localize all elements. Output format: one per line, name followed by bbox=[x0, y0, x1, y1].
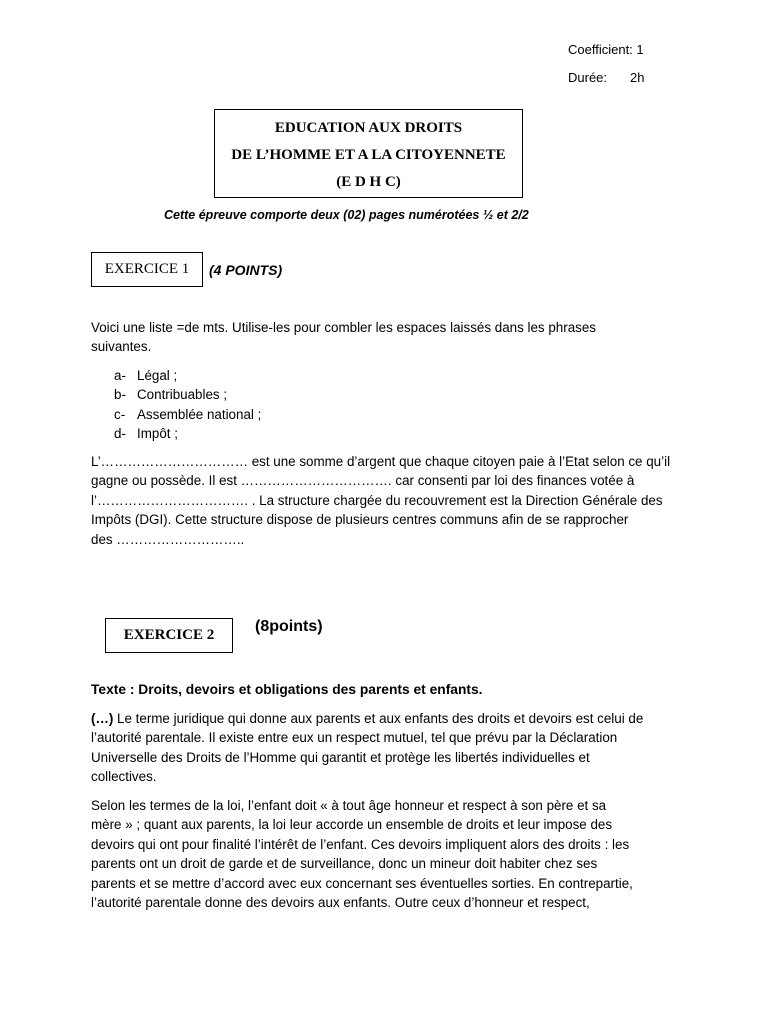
list-text: Impôt ; bbox=[137, 426, 178, 442]
paragraph-line: Selon les termes de la loi, l’enfant doit « à tout âge honneur et respect à son père et sa bbox=[91, 798, 607, 813]
list-text: Légal ; bbox=[137, 368, 178, 383]
pages-note: Cette épreuve comporte deux (02) pages numérotées ½ et 2/2 bbox=[164, 208, 529, 222]
intro-line: Voici une liste =de mts. Utilise-les pour combler les espaces laissés dans les phrases bbox=[91, 320, 596, 335]
paragraph-line: parents ont un droit de garde et de surveillance, donc un mineur doit habiter chez ses bbox=[91, 856, 598, 872]
list-marker: a- bbox=[114, 368, 126, 383]
title-line-3: (E D H C) bbox=[336, 174, 401, 190]
fill-line: des ……………………….. bbox=[91, 531, 245, 547]
ellipsis-marker: (…) bbox=[91, 711, 114, 726]
coefficient-label: Coefficient: 1 bbox=[568, 42, 644, 57]
list-text: Assemblée national ; bbox=[137, 406, 262, 422]
list-marker: d- bbox=[114, 426, 126, 442]
fill-line: gagne ou possède. Il est ……………………………. car consenti par loi des finances votée à bbox=[91, 473, 635, 489]
text-title: Texte : Droits, devoirs et obligations des parents et enfants. bbox=[91, 682, 483, 697]
list-text: Contribuables ; bbox=[137, 387, 228, 403]
word-list bbox=[114, 366, 261, 444]
list-marker: c- bbox=[114, 406, 126, 422]
fill-line: L’…………………………… est une somme d’argent que chaque citoyen paie à l’Etat selon ce qu’il bbox=[91, 454, 671, 469]
paragraph-line: Le terme juridique qui donne aux parents et aux enfants des droits et devoirs est celui de bbox=[113, 711, 644, 726]
paragraph-line: collectives. bbox=[91, 769, 157, 785]
paragraph-line: l’autorité parentale. Il existe entre eux un respect mutuel, tel que prévu par la Déclaration bbox=[91, 730, 618, 746]
paragraph-line: parents et se mettre d’accord avec eux concernant ses éventuelles sorties. En contrepartie, bbox=[91, 875, 633, 891]
list-item bbox=[114, 366, 261, 385]
list-item bbox=[114, 385, 261, 404]
exercise-2-points: (8points) bbox=[255, 618, 323, 635]
text-paragraph-1 bbox=[91, 709, 681, 787]
duree-label: Durée: bbox=[568, 70, 608, 85]
list-marker: b- bbox=[114, 387, 126, 403]
paragraph-line: devoirs qui ont pour finalité l’intérêt de l’enfant. Ces devoirs impliquent alors des droits : les bbox=[91, 836, 630, 852]
fill-line: Impôts (DGI). Cette structure dispose de plusieurs centres communs afin de se rapprocher bbox=[91, 512, 629, 528]
exercise-1-points: (4 POINTS) bbox=[209, 262, 283, 278]
exercise-1-intro bbox=[91, 318, 681, 357]
exercise-2-label: EXERCICE 2 bbox=[105, 618, 233, 653]
exercise-1-label: EXERCICE 1 bbox=[91, 252, 203, 287]
text-paragraph-2 bbox=[91, 796, 681, 912]
list-item bbox=[114, 424, 261, 443]
duree-value: 2h bbox=[630, 70, 645, 85]
paragraph-line: l’autorité parentale donne des devoirs aux enfants. Outre ceux d’honneur et respect, bbox=[91, 895, 590, 911]
title-line-2: DE L’HOMME ET A LA CITOYENNETE bbox=[231, 147, 506, 163]
intro-line: suivantes. bbox=[91, 339, 152, 355]
paragraph-line: mère » ; quant aux parents, la loi leur accorde un ensemble de droits et leur impose des bbox=[91, 817, 613, 833]
paragraph-line: Universelle des Droits de l’Homme qui garantit et protège les libertés individuelles et bbox=[91, 749, 590, 765]
title-line-1: EDUCATION AUX DROITS bbox=[274, 120, 463, 136]
fill-line: l’……………………………. . La structure chargée du recouvrement est la Direction Générale des bbox=[91, 492, 663, 508]
list-item bbox=[114, 405, 261, 424]
title-box bbox=[214, 109, 523, 198]
fill-in-paragraph bbox=[91, 452, 681, 549]
